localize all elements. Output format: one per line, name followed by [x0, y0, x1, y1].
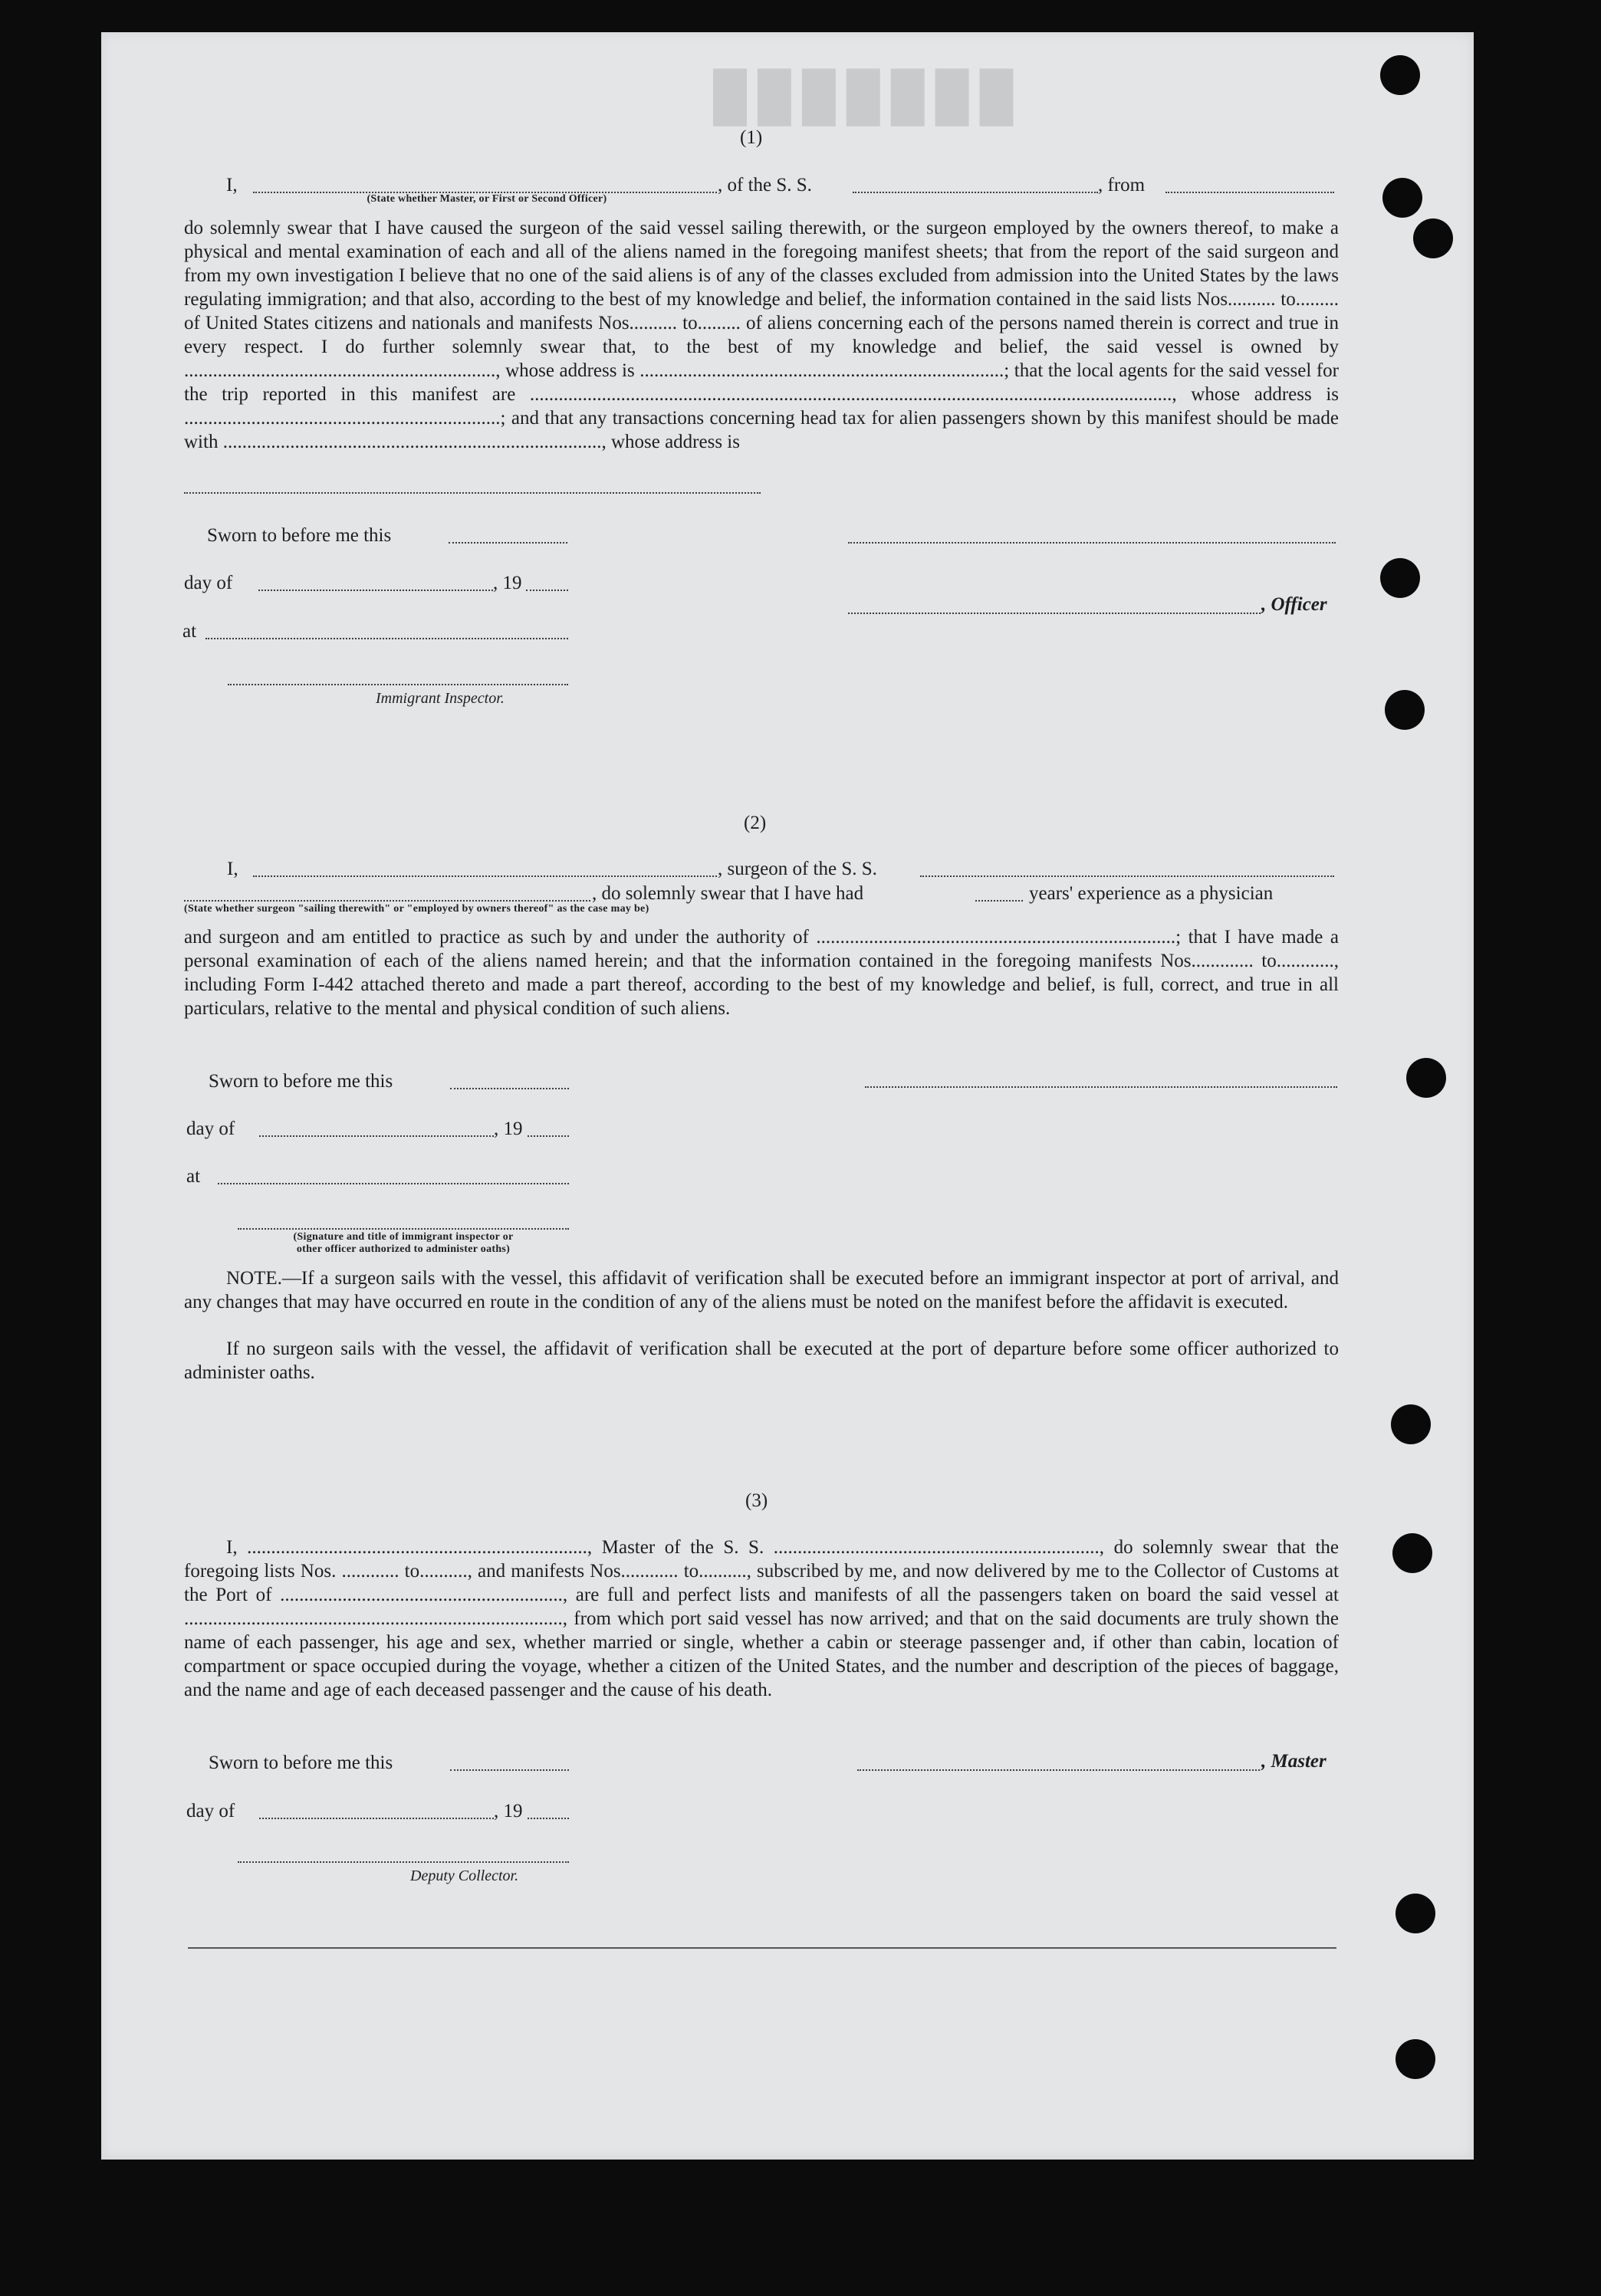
at-place-field[interactable]: [205, 638, 568, 639]
section-1-at: at: [182, 621, 197, 642]
section-1-number: (1): [740, 127, 763, 148]
surgeon-vessel-field[interactable]: [920, 875, 1334, 877]
surgeon-signature-line[interactable]: [865, 1086, 1337, 1088]
section-3-body: I, ......................................................................., Master of the S. S. ...................................................................., do solemnly swear that the foregoing lists Nos. ............ to.........., and manifests Nos............ to.........., subscribed by me, and now delivered by me to the Collector of Customs at the Port of ..........................................................., are full and perfect lists and manifests of all the passengers taken on board the said vessel at ..............................................................................., from which port said vessel has now arrived; and that on the said documents are truly shown the name of each passenger, his age and sex, whether married or single, whether a cabin or steerage passenger and, if other than cabin, location of compartment or space occupied during the voyage, whether a citizen of the United States, and the number and description of the pieces of baggage, and the name and age of each deceased passenger and the cause of his death.: [184, 1537, 1339, 1700]
section-1-of-ss: , of the S. S.: [718, 175, 812, 195]
officer-rank-note: (State whether Master, or First or Second Officer): [367, 193, 607, 205]
section-2-number: (2): [744, 813, 767, 833]
section-2-surgeon-of-ss: , surgeon of the S. S.: [718, 859, 877, 879]
punch-hole: [1382, 178, 1422, 218]
punch-hole: [1396, 1894, 1435, 1933]
punch-hole: [1385, 690, 1425, 730]
section-1-from: , from: [1098, 175, 1146, 195]
vessel-name-field[interactable]: [853, 192, 1098, 193]
section-2-swear: , do solemnly swear that I have had: [592, 883, 864, 904]
section-3-year: , 19: [494, 1801, 523, 1821]
years-experience-field[interactable]: [975, 900, 1023, 902]
section-2-years: years' experience as a physician: [1029, 883, 1274, 904]
punch-hole: [1413, 218, 1453, 258]
punch-hole: [1391, 1404, 1431, 1444]
section-3-day-of: day of: [186, 1801, 235, 1821]
punch-hole: [1380, 558, 1420, 598]
section-3-sworn: Sworn to before me this: [209, 1752, 393, 1773]
day-of-field-3[interactable]: [259, 1818, 494, 1819]
master-label: , Master: [1261, 1751, 1326, 1772]
day-of-field[interactable]: [258, 590, 493, 591]
bleed-through-header: ███████: [713, 70, 1024, 123]
immigrant-inspector-label: Immigrant Inspector.: [376, 690, 505, 707]
sworn-date-field-2[interactable]: [450, 1088, 569, 1089]
punch-hole: [1406, 1058, 1446, 1098]
punch-hole: [1392, 1533, 1432, 1573]
day-of-field-2[interactable]: [259, 1135, 494, 1137]
surgeon-name-field[interactable]: [253, 875, 717, 877]
section-2-year: , 19: [494, 1118, 523, 1139]
section-2-at: at: [186, 1166, 201, 1187]
section-3-number: (3): [745, 1490, 768, 1511]
section-2-note: NOTE.—If a surgeon sails with the vessel, this affidavit of verification shall be executed before an immigrant inspector at port of arrival, and any changes that may have occurred en route in the condition of any of the aliens must be noted on the manifest before the affidavit is executed.: [184, 1268, 1339, 1312]
from-port-field[interactable]: [1165, 192, 1334, 193]
section-2-body: and surgeon and am entitled to practice as such by and under the authority of ...........................................................................; that I have made a personal examination of each of the aliens named herein; and that the information contained in the foregoing manifests Nos............. to............, including Form I-442 attached thereto and made a part thereof, according to the best of my knowledge and belief, is full, correct, and true in all particulars, relative to the mental and physical condition of such aliens.: [184, 927, 1339, 1019]
sworn-date-field[interactable]: [449, 542, 567, 544]
year-field-3[interactable]: [528, 1818, 569, 1819]
section-1-day-of: day of: [184, 573, 233, 593]
section-2-day-of: day of: [186, 1118, 235, 1139]
punch-hole: [1396, 2039, 1435, 2079]
master-signature-line[interactable]: [857, 1769, 1260, 1771]
at-place-field-2[interactable]: [218, 1183, 569, 1184]
officer-label: , Officer: [1261, 594, 1327, 615]
year-field[interactable]: [526, 590, 568, 591]
section-2-i: I,: [227, 859, 238, 879]
deputy-collector-label: Deputy Collector.: [410, 1867, 519, 1884]
section-2-sworn: Sworn to before me this: [209, 1071, 393, 1092]
sworn-date-field-3[interactable]: [450, 1769, 569, 1771]
section-1-i: I,: [226, 175, 238, 195]
inspector-signature-line-2[interactable]: [238, 1228, 569, 1230]
signature-note-2: other officer authorized to administer oaths): [296, 1243, 511, 1255]
deputy-signature-line[interactable]: [238, 1861, 569, 1863]
signature-note-1: (Signature and title of immigrant inspector or: [293, 1231, 514, 1243]
officer-signature-line-1[interactable]: [848, 542, 1336, 544]
address-continuation-field[interactable]: [184, 492, 761, 494]
section-1-body: do solemnly swear that I have caused the surgeon of the said vessel sailing therewith, or the surgeon employed by the owners thereof, to make a physical and mental examination of each and all of the aliens named in the foregoing manifest sheets; that from the report of the said surgeon and from my own investigation I believe that no one of the said aliens is of any of the classes excluded from admission into the United States by the laws regulating immigration; and that also, according to the best of my knowledge and belief, the information contained in the said lists Nos.......... to......... of United States citizens and nationals and manifests Nos.......... to......... of aliens concerning each of the persons named therein is correct and true in every respect. I do further solemnly swear that, to the best of my knowledge and belief, the said vessel is owned by ................................................................., whose address is ............................................................................; that the local agents for the said vessel for the trip reported in this manifest are ......................................................................................................................................, whose address is ..................................................................; and that any transactions concerning head tax for alien passengers shown by this manifest should be made with ..............................................................................., whose address is: [184, 218, 1339, 452]
year-field-2[interactable]: [528, 1135, 569, 1137]
bottom-rule: [188, 1947, 1336, 1949]
surgeon-status-note: (State whether surgeon "sailing therewith" or "employed by owners thereof" as the case may be): [184, 903, 649, 915]
punch-hole: [1380, 55, 1420, 95]
inspector-signature-line[interactable]: [228, 684, 568, 685]
section-1-sworn: Sworn to before me this: [207, 525, 392, 546]
section-1-year: , 19: [493, 573, 522, 593]
officer-signature-line-2[interactable]: [848, 613, 1261, 614]
section-2-note-2: If no surgeon sails with the vessel, the affidavit of verification shall be executed at the port of departure before some officer authorized to administer oaths.: [184, 1339, 1339, 1383]
surgeon-status-field[interactable]: [184, 900, 590, 902]
